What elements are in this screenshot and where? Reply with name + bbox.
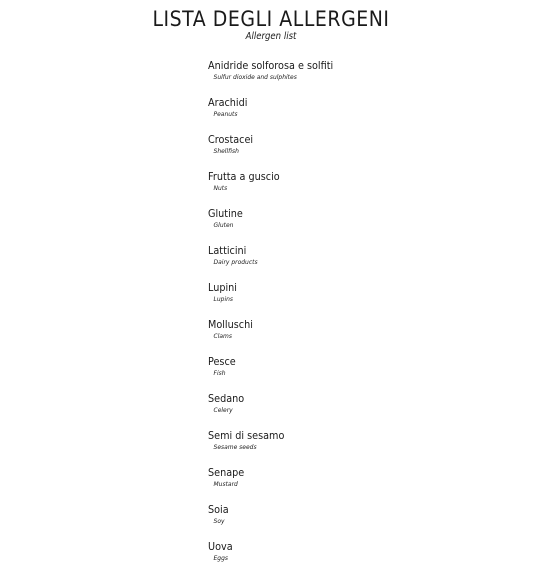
allergen-name: Frutta a guscio	[208, 171, 280, 183]
allergen-name: Latticini	[208, 245, 247, 257]
allergen-item-nuts	[208, 171, 344, 208]
allergen-translation: Gluten	[213, 221, 234, 229]
allergen-item-gluten	[208, 208, 344, 245]
allergen-item-lupins	[208, 282, 344, 319]
allergen-translation: Sesame seeds	[213, 443, 257, 451]
allergen-name: Lupini	[208, 282, 237, 294]
allergen-translation: Nuts	[213, 184, 228, 192]
allergen-item-eggs	[208, 541, 344, 578]
allergen-item-peanuts	[208, 97, 344, 134]
allergen-translation: Shellfish	[213, 147, 239, 155]
allergen-name: Sedano	[208, 393, 245, 405]
page-subtitle: Allergen list	[245, 31, 297, 42]
allergen-translation: Lupins	[213, 295, 234, 303]
allergen-name: Arachidi	[208, 97, 248, 109]
allergen-translation: Peanuts	[213, 110, 238, 118]
allergen-name: Pesce	[208, 356, 236, 368]
allergen-translation: Soy	[213, 517, 225, 525]
allergen-item-mustard	[208, 467, 344, 504]
allergen-translation: Sulfur dioxide and sulphites	[213, 73, 297, 81]
allergen-name: Molluschi	[208, 319, 253, 331]
allergen-name: Soia	[208, 504, 229, 516]
allergen-item-celery	[208, 393, 344, 430]
allergen-name: Uova	[208, 541, 233, 553]
allergen-name: Semi di sesamo	[208, 430, 285, 442]
allergen-translation: Celery	[213, 406, 233, 414]
allergen-name: Senape	[208, 467, 245, 479]
allergen-name: Crostacei	[208, 134, 254, 146]
allergen-translation: Fish	[213, 369, 226, 377]
allergen-item-soy	[208, 504, 344, 541]
allergen-item-fish	[208, 356, 344, 393]
allergen-name: Glutine	[208, 208, 243, 220]
page-title: LISTA DEGLI ALLERGENI	[152, 7, 390, 31]
allergen-item-shellfish	[208, 134, 344, 171]
allergen-item-dairy	[208, 245, 344, 282]
allergen-item-sulphites	[208, 60, 344, 97]
allergen-item-clams	[208, 319, 344, 356]
allergen-translation: Mustard	[213, 480, 238, 488]
allergen-list	[208, 60, 344, 578]
allergen-translation: Eggs	[213, 554, 229, 562]
allergen-translation: Dairy products	[213, 258, 258, 266]
allergen-name: Anidride solforosa e solfiti	[208, 60, 334, 72]
allergen-item-sesame	[208, 430, 344, 467]
allergen-translation: Clams	[213, 332, 232, 340]
